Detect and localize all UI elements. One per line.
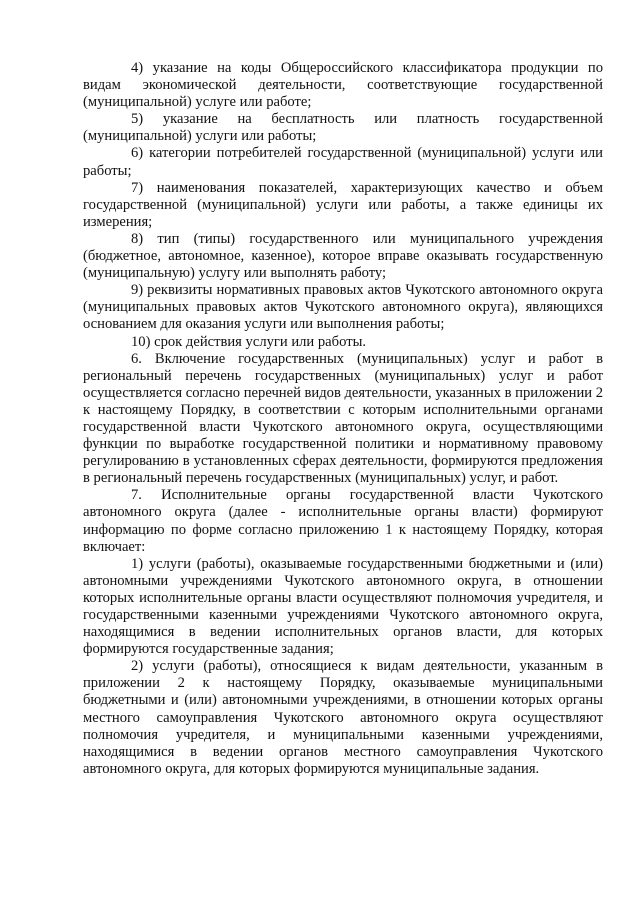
paragraph-section-6: 6. Включение государственных (муниципальных) услуг и работ в региональный перечень государственных (муниципальных) услуг и работ осуществляется согласно перечней видов деятельности, указанных в приложении 2 к настоящему Порядку, в соответствии с которым исполнительными органами государственной власти Чукотского автономного округа, осуществляющими функции по выработке государственной политики и нормативному правовому регулированию в установленных сферах деятельности, формируются предложения в региональный перечень государственных (муниципальных) услуг, и работ. xyxy=(83,350,604,487)
paragraph-item-6: 6) категории потребителей государственной (муниципальной) услуги или работы; xyxy=(83,145,603,179)
paragraph-item-4: 4) указание на коды Общероссийского классификатора продукции по видам экономической деятельности, соответствующие государственной (муниципальной) услуге или работе; xyxy=(83,60,603,111)
paragraph-section-7-item-1: 1) услуги (работы), оказываемые государственными бюджетными и (или) автономными учреждениями Чукотского автономного округа, в отношении которых исполнительные органы власти осуществляют полномочия учредителя, и государственными казенными учреждениями Чукотского автономного округа, находящимися в ведении исполнительных органов власти, для которых формируются государственные задания; xyxy=(83,555,603,658)
paragraph-item-5: 5) указание на бесплатность или платность государственной (муниципальной) услуги или работы; xyxy=(83,111,603,145)
paragraph-item-9: 9) реквизиты нормативных правовых актов Чукотского автономного округа (муниципальных правовых актов Чукотского автономного округа), являющихся основанием для оказания услуги или выполнения работы; xyxy=(83,282,603,333)
paragraph-item-7: 7) наименования показателей, характеризующих качество и объем государственной (муниципальной) услуги или работы, а также единицы их измерения; xyxy=(83,179,603,230)
paragraph-section-7-item-2: 2) услуги (работы), относящиеся к видам деятельности, указанным в приложении 2 к настоящему Порядку, оказываемые муниципальными бюджетными и (или) автономными учреждениями, в отношении которых органы местного самоуправления Чукотского автономного округа осуществляют полномочия учредителя, и муниципальными казенными учреждениями, находящимися в ведении органов местного самоуправления Чукотского автономного округа, для которых формируются муниципальные задания. xyxy=(83,658,603,777)
paragraph-section-7: 7. Исполнительные органы государственной власти Чукотского автономного округа (далее - исполнительные органы власти) формируют информацию по форме согласно приложению 1 к настоящему Порядку, которая включает: xyxy=(83,487,603,555)
paragraph-item-10: 10) срок действия услуги или работы. xyxy=(131,333,367,350)
paragraph-item-8: 8) тип (типы) государственного или муниципального учреждения (бюджетное, автономное, казенное), которое вправе оказывать государственную (муниципальную) услугу или выполнять работу; xyxy=(83,230,603,282)
document-page xyxy=(83,60,603,778)
